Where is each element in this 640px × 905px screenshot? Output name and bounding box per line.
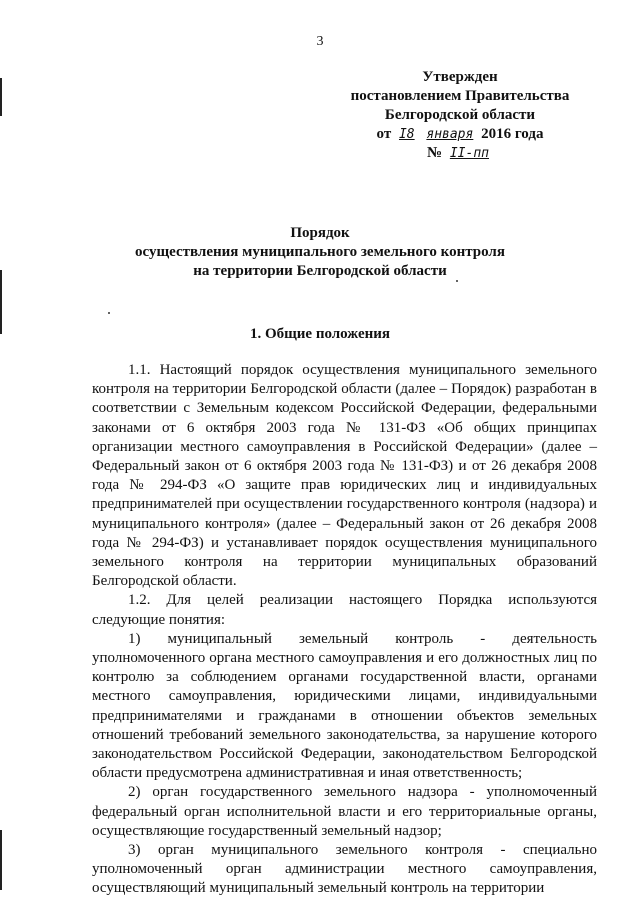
title-line: на территории Белгородской области	[193, 263, 447, 279]
scan-speck	[108, 312, 110, 314]
paragraph: 1.1. Настоящий порядок осуществления муниципального земельного контроля на территории Белгородской области (далее – Порядок) разработан в соответствии с Земельным кодексом Российской Федерации, федеральными законами от 6 октября 2003 года № 131-ФЗ «Об общих принципах организации местного самоуправления в Российской Федерации» (далее – Федеральный закон от 6 октября 2003 года № 131-ФЗ) и от 26 декабря 2008 года № 294-ФЗ «О защите прав юридических лиц и индивидуальных предпринимателей при осуществлении государственного контроля (надзора) и муниципального контроля» (далее – Федеральный закон от 26 декабря 2008 года № 294-ФЗ) и устанавливает порядок осуществления муниципального земельного контроля на территории муниципальных образований Белгородской области.	[92, 362, 597, 590]
paragraph: 2) орган государственного земельного надзора - уполномоченный федеральный орган исполнительной власти и его территориальные органы, осуществляющие государственный земельный надзор;	[92, 784, 597, 839]
number-prefix: №	[427, 145, 443, 161]
approval-line: Утвержден	[422, 69, 498, 85]
paragraph: 1.2. Для целей реализации настоящего Порядка используются следующие понятия:	[92, 592, 597, 628]
section-heading: 1. Общие положения	[249, 326, 391, 342]
approval-line: постановлением Правительства	[350, 88, 570, 104]
title-line: осуществления муниципального земельного контроля	[135, 244, 505, 260]
approval-date	[340, 125, 580, 144]
scan-edge-mark-top	[0, 78, 2, 116]
page-number: 3	[316, 34, 324, 49]
date-prefix: от	[376, 126, 392, 142]
title-line: Порядок	[290, 225, 350, 241]
number-value: II-пп	[449, 146, 489, 161]
document-title	[0, 224, 640, 281]
scan-edge-mark-bottom	[0, 830, 2, 890]
approval-line: Белгородской области	[384, 107, 536, 123]
date-year: 2016 года	[481, 126, 544, 142]
paragraph: 1) муниципальный земельный контроль - деятельность уполномоченного органа местного самоуправления и его должностных лиц по контролю за соблюдением органами государственной власти, органами местного самоуправления, юридическими лицами, индивидуальными предпринимателями и гражданами в отношении объектов земельных отношений требований земельного законодательства, за нарушение которого законодательством Российской Федерации, законодательством Белгородской области предусмотрена административная и иная ответственность;	[92, 630, 597, 782]
date-day: I8	[398, 127, 415, 142]
approval-stamp	[340, 68, 580, 163]
date-month: января	[426, 127, 474, 142]
section-body	[92, 361, 597, 899]
paragraph: 3) орган муниципального земельного контроля - специально уполномоченный орган администрации местного самоуправления, осуществляющий муниципальный земельный контроль на территории	[92, 842, 597, 897]
approval-number	[340, 144, 580, 163]
